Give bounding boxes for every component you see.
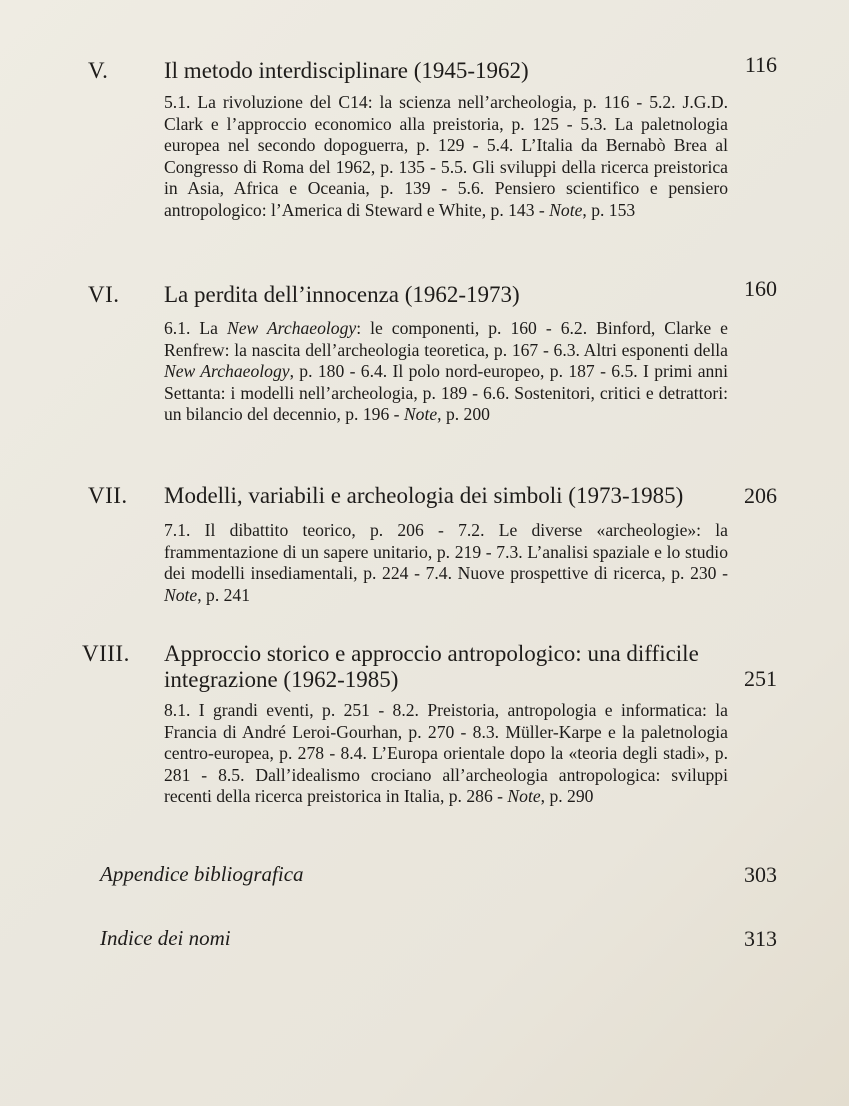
- chapter-title: Il metodo interdisciplinare (1945-1962): [164, 58, 529, 83]
- sections-text: , p. 180 - 6.4. Il polo nord-europeo, p. 187 - 6.5. I primi anni Settanta: i modelli nell’archeologia, p. 189 - 6.6. Sostenitori, critici e detrattori: un bilancio del decennio, p. 196 -: [164, 361, 728, 425]
- italic-term: New Archaeology: [226, 318, 357, 338]
- chapter-numeral: VI.: [88, 282, 120, 307]
- chapter-title: Modelli, variabili e archeologia dei simboli (1973-1985): [164, 483, 684, 508]
- note-label: Note: [403, 404, 438, 425]
- chapter-numeral: V.: [88, 58, 109, 83]
- chapter-title: Approccio storico e approccio antropologico: una difficile integrazione (1962-1985): [164, 641, 699, 692]
- sections-text: 6.1. La: [164, 318, 227, 338]
- chapter-sections: [164, 700, 728, 808]
- appendix-page: 313: [744, 926, 777, 951]
- note-page: , p. 200: [437, 404, 490, 425]
- chapter-numeral: VIII.: [82, 641, 130, 666]
- sections-text: 5.1. La rivoluzione del C14: la scienza nell’archeologia, p. 116 - 5.2. J.G.D. Clark e l’approccio economico alla preistoria, p. 125 - 5.3. La paletnologia europea nel secondo dopoguerra, p. 129 - 5.4. L’Italia da Bernabò Brea al Congresso di Roma del 1962, p. 135 - 5.5. Gli sviluppi della ricerca preistorica in Asia, Africa e Oceania, p. 139 - 5.6. Pensiero scientifico e pensiero antropologico: l’America di Steward e White, p. 143 -: [164, 92, 728, 220]
- appendix-title: Appendice bibliografica: [100, 862, 304, 886]
- note-label: Note: [164, 584, 198, 605]
- chapter-page: 251: [744, 666, 777, 691]
- chapter-numeral: VII.: [88, 483, 128, 508]
- italic-term: New Archaeology: [164, 361, 290, 382]
- note-label: Note: [507, 786, 541, 807]
- note-page: , p. 290: [540, 786, 594, 807]
- appendix-title: Indice dei nomi: [100, 926, 231, 950]
- note-page: , p. 153: [582, 199, 636, 220]
- sections-text: 7.1. Il dibattito teorico, p. 206 - 7.2. Le diverse «archeologie»: la frammentazione di un sapere unitario, p. 219 - 7.3. L’analisi spaziale e lo studio dei modelli insediamentali, p. 224 - 7.4. Nuove prospettive di ricerca, p. 230 -: [164, 520, 728, 584]
- chapter-page: 160: [744, 276, 777, 301]
- chapter-sections: [164, 92, 728, 222]
- chapter-page: 206: [744, 483, 777, 508]
- sections-text: 8.1. I grandi eventi, p. 251 - 8.2. Preistoria, antropologia e informatica: la Francia di André Leroi-Gourhan, p. 270 - 8.3. Müller-Karpe e la paletnologia centro-europea, p. 278 - 8.4. L’Europa orientale dopo la «teoria degli stadi», p. 281 - 8.5. Dall’idealismo crociano all’archeologia antropologica: sviluppi recenti della ricerca preistorica in Italia, p. 286 -: [164, 700, 728, 807]
- sections-text: : le componenti, p. 160 - 6.2. Binford, Clarke e Renfrew: la nascita dell’archeologia teoretica, p. 167 - 6.3. Altri esponenti della: [164, 318, 728, 360]
- chapter-sections: [164, 318, 728, 426]
- note-label: Note: [549, 199, 583, 220]
- note-page: , p. 241: [197, 584, 251, 605]
- chapter-sections: [164, 520, 728, 606]
- chapter-page: 116: [744, 52, 777, 77]
- appendix-page: 303: [744, 862, 777, 887]
- chapter-title: La perdita dell’innocenza (1962-1973): [164, 282, 520, 307]
